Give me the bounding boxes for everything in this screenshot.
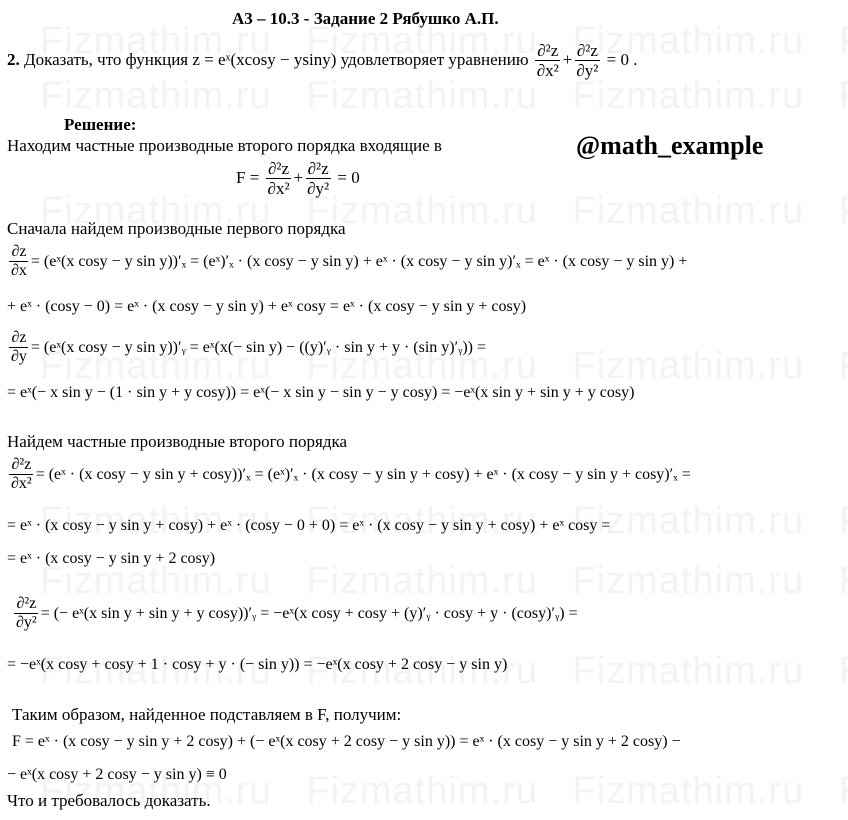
fraction: $\frac{\text{∂²z}}{\text{∂y²}}$ bbox=[307, 159, 330, 198]
dzdx-line-2: + eˣ · (cosy − 0) = eˣ · (x cosy − y sin y) + eˣ cosy = eˣ · (x cosy − y sin y + cosy) bbox=[7, 298, 527, 315]
page-title: А3 – 10.3 - Задание 2 Рябушко А.П. bbox=[232, 9, 499, 28]
dzdy-line-2: = eˣ(− x sin y − (1 · sin y + y cosy)) = eˣ(− x sin y − sin y − y cosy) = −eˣ(x sin y + sin y + y cosy) bbox=[7, 384, 635, 401]
d2y-line-2: = −eˣ(x cosy + cosy + 1 · cosy + y · (− sin y)) = −eˣ(x cosy + 2 cosy − y sin y) bbox=[7, 656, 508, 673]
first-order-heading: Сначала найдем производные первого порядка bbox=[7, 219, 346, 238]
final-line-2: − eˣ(x cosy + 2 cosy − y sin y) ≡ 0 bbox=[7, 766, 227, 783]
d2x-line-2: = eˣ · (x cosy − y sin y + cosy) + eˣ · (cosy − 0 + 0) = eˣ · (x cosy − y sin y + cosy) + eˣ cosy = bbox=[7, 517, 611, 534]
fraction: $\frac{\partial z}{\partial y}$ bbox=[11, 329, 27, 365]
dzdx-line-1: $\frac{\partial z}{\partial x}$ = (eˣ(x cosy − y sin y))′ₓ = (eˣ)′ₓ · (x cosy − y sin y) + eˣ · (x cosy − y sin y)′ₓ = eˣ · (x cosy − y sin y) + bbox=[11, 243, 688, 279]
fraction: $\frac{\text{∂²z}}{\text{∂x²}}$ bbox=[536, 41, 559, 80]
f-equation: F = $\frac{\text{∂²z}}{\text{∂x²}}$ + $\frac{\text{∂²z}}{\text{∂y²}}$ = 0 bbox=[236, 159, 360, 198]
watermark bbox=[40, 75, 848, 118]
d2x-line-1: $\frac{\text{∂²z}}{\text{∂x²}}$ = (eˣ · (x cosy − y sin y + cosy))′ₓ = (eˣ)′ₓ · (x cosy − y sin y + cosy) + eˣ · (x cosy − y sin y + cosy)′ₓ = bbox=[11, 456, 691, 492]
fraction: $\frac{\text{∂²z}}{\text{∂x²}}$ bbox=[11, 456, 32, 492]
problem-text: Доказать, что функция z = eˣ(xcosy − ysiny) удовлетворяет уравнению bbox=[24, 50, 529, 70]
dzdy-line-1: $\frac{\partial z}{\partial y}$ = (eˣ(x cosy − y sin y))′ᵧ = eˣ(x(− sin y) − ((y)′ᵧ · sin y + y · (sin y)′ᵧ)) = bbox=[11, 329, 487, 365]
d2y-line-1: $\frac{\text{∂²z}}{\text{∂y²}}$ = (− eˣ(x sin y + sin y + y cosy))′ᵧ = −eˣ(x cosy + cosy + (y)′ᵧ · cosy + y · (cosy)′ᵧ) = bbox=[16, 595, 578, 631]
channel-handle: @math_example bbox=[576, 131, 764, 160]
d2x-line-3: = eˣ · (x cosy − y sin y + 2 cosy) bbox=[7, 550, 216, 567]
qed-text: Что и требовалось доказать. bbox=[7, 791, 211, 810]
solution-heading: Решение: bbox=[64, 115, 137, 134]
intro-text: Находим частные производные второго порядка входящие в bbox=[7, 136, 442, 155]
fraction: $\frac{\text{∂²z}}{\text{∂y²}}$ bbox=[16, 595, 37, 631]
problem-statement: 2. Доказать, что функция z = eˣ(xcosy − ysiny) удовлетворяет уравнению $\frac{\text{∂²z}}{\text{∂x²}}$ + $\frac{\text{∂²z}}{\text{∂y²}}$ = 0 . bbox=[7, 41, 638, 80]
problem-number: 2. bbox=[7, 50, 20, 70]
fraction: $\frac{\partial z}{\partial x}$ bbox=[11, 243, 27, 279]
final-line-1: F = eˣ · (x cosy − y sin y + 2 cosy) + (− eˣ(x cosy + 2 cosy − y sin y)) = eˣ · (x cosy − y sin y + 2 cosy) − bbox=[12, 733, 681, 750]
fraction: $\frac{\text{∂²z}}{\text{∂x²}}$ bbox=[267, 159, 290, 198]
conclusion-intro: Таким образом, найденное подставляем в F, получим: bbox=[12, 705, 402, 724]
fraction: $\frac{\text{∂²z}}{\text{∂y²}}$ bbox=[576, 41, 599, 80]
second-order-heading: Найдем частные производные второго порядка bbox=[7, 432, 348, 451]
equation-tail: = 0 . bbox=[606, 50, 638, 70]
